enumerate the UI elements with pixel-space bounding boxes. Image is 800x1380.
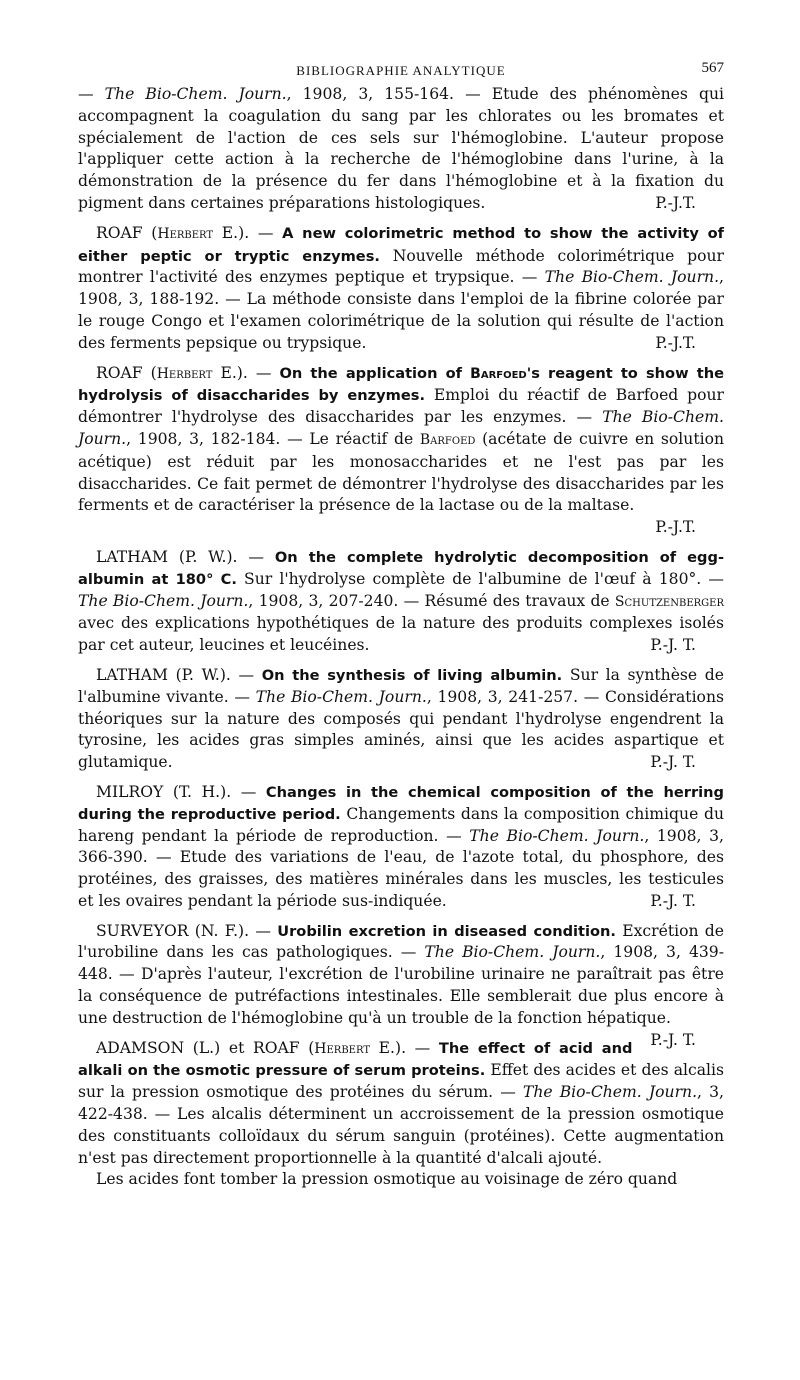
reviewer-initials: P.-J.T. bbox=[655, 518, 696, 537]
entry-text: Excrétion de l'urobiline dans les cas pathologiques. — bbox=[78, 921, 725, 962]
entry-title: On the synthesis of living albumin. bbox=[261, 666, 563, 684]
continuation-paragraph: Les acides font tomber la pression osmotique au voisinage de zéro quand bbox=[96, 1170, 678, 1189]
entry-author-end: E.). — bbox=[370, 1038, 439, 1057]
entry-author: ROAF ( bbox=[96, 363, 157, 382]
cited-author: Barfoed bbox=[419, 431, 476, 448]
entry-title-part: 's reagent to show the hydrolysis of disaccharides by enzymes. bbox=[78, 364, 724, 405]
entry-author: ADAMSON (L.) et ROAF ( bbox=[96, 1038, 315, 1057]
entry-text: avec des explications hypothétiques de la nature des produits complexes isolés par cet auteur, leucines et leucéines. bbox=[78, 614, 724, 655]
journal-name: The Bio-Chem. Journ. bbox=[424, 943, 601, 962]
entry-text: , 1908, 3, 155-164. — Etude des phénomènes qui accompagnent la coagulation du sang par les chlorates ou les bromates et spécialement de l'action de ces sels sur l'hémoglobine. L'auteur propose l'appliquer cette action à la recherche de l'hémoglobine dans l'urine, à la démonstration de la présence du fer dans l'hémoglobine et à la fixation du pigment dans certaines préparations histologiques. bbox=[78, 85, 724, 212]
entry-text: , 1908, 3, 439-448. — D'après l'auteur, l'excrétion de l'urobiline urinaire ne paraîtrait pas être la conséquence de putréfactions intestinales. Elle semblerait due plus encore à une destruction de l'hémoglobine qu'à un trouble de la fonction hépatique. bbox=[78, 943, 724, 1027]
bibliography-entry bbox=[78, 782, 724, 913]
reviewer-initials: P.-J. T. bbox=[650, 753, 696, 772]
page-number: 567 bbox=[701, 60, 724, 76]
reviewer-initials: P.-J. T. bbox=[650, 891, 696, 910]
entry-text: , 1908, 3, 207-240. — Résumé des travaux de bbox=[248, 591, 615, 610]
entry-title: A new colorimetric method to show the activity of either peptic or tryptic enzymes. bbox=[78, 224, 724, 265]
reviewer-initials: P.-J.T. bbox=[655, 333, 696, 352]
running-head: BIBLIOGRAPHIE ANALYTIQUE bbox=[296, 63, 506, 78]
journal-name: The Bio-Chem. Journ. bbox=[104, 85, 287, 103]
journal-name: The Bio-Chem. Journ. bbox=[78, 591, 249, 610]
entry-title-part: Barfoed bbox=[470, 365, 527, 382]
entry-title: Changes in the chemical composition of the herring during the reproductive period. bbox=[78, 783, 724, 823]
entry-author-end: E.). — bbox=[212, 363, 280, 382]
reviewer-initials: P.-J. T. bbox=[650, 1030, 696, 1049]
entry-text: Effet des acides et des alcalis sur la pression osmotique des protéines du sérum. — bbox=[78, 1061, 725, 1102]
entry-text: Nouvelle méthode colorimétrique pour montrer l'activité des enzymes peptique et trypsique. — bbox=[78, 246, 724, 287]
entry-text: Emploi du réactif de Barfoed pour démontrer l'hydrolyse des disaccharides par les enzymes. — bbox=[78, 386, 724, 427]
entry-text: , 1908, 3, 188-192. — La méthode consiste dans l'emploi de la fibrine colorée par le rouge Congo et l'examen colorimétrique de la solution qui résulte de l'action des ferments pepsique ou trypsique. bbox=[78, 268, 725, 352]
entry-author: SURVEYOR (N. F.). — bbox=[96, 921, 278, 940]
entry-author: ROAF ( bbox=[96, 223, 158, 242]
bibliography-entry bbox=[78, 665, 724, 774]
entry-author: MILROY (T. H.). — bbox=[96, 782, 266, 801]
entry-lead: — bbox=[78, 85, 105, 103]
entry-author-firstname: Herbert bbox=[157, 225, 214, 242]
journal-name: The Bio-Chem. Journ. bbox=[522, 1083, 698, 1102]
entry-title: Urobilin excretion in diseased condition. bbox=[277, 922, 616, 940]
entry-text: Sur la synthèse de l'albumine vivante. — bbox=[78, 665, 724, 706]
entry-text: Changements dans la composition chimique du hareng pendant la période de reproduction. — bbox=[78, 804, 724, 845]
entry-text: (acétate de cuivre en solution acétique) est réduit par les monosaccharides et ne l'est pas par les disaccharides. Ce fait permet de démontrer l'hydrolyse des disaccharides par les ferments et de caractériser la présence de la lactase ou de la maltase. bbox=[78, 429, 725, 515]
page-header bbox=[78, 58, 724, 80]
journal-name: The Bio-Chem. Journ. bbox=[544, 268, 720, 287]
entry-author: LATHAM (P. W.). — bbox=[96, 547, 275, 566]
entry-author-firstname: Herbert bbox=[156, 365, 213, 382]
entry-text: Sur l'hydrolyse complète de l'albumine de l'œuf à 180°. — bbox=[236, 569, 724, 588]
bibliography-entry bbox=[78, 84, 724, 215]
bibliography-entry bbox=[78, 1038, 724, 1170]
bibliography-entry bbox=[78, 547, 724, 657]
document-page bbox=[78, 58, 724, 1191]
entry-text: , 1908, 3, 241-257. — Considérations théoriques sur la nature des composés qui pendant l'hydrolyse engendrent la tyrosine, les acides gras simples aminés, ainsi que les acides aspartique et glutamique. bbox=[78, 687, 724, 772]
entry-text: , 3, 422-438. — Les alcalis déterminent un accroissement de la pression osmotique des constituants colloïdaux du sérum sanguin (protéines). Cette augmentation n'est pas directement proportionnelle à la quantité d'alcali ajouté. bbox=[78, 1083, 724, 1167]
journal-name: The Bio-Chem. Journ. bbox=[78, 408, 724, 448]
entry-author-end: E.). — bbox=[213, 223, 283, 242]
bibliography-entry bbox=[78, 223, 724, 355]
cited-author: Schutzenberger bbox=[614, 593, 724, 610]
reviewer-initials: P.-J.T. bbox=[655, 193, 696, 212]
entry-text: , 1908, 3, 366-390. — Etude des variations de l'eau, de l'azote total, du phosphore, des protéines, des graisses, des matières minérales dans les muscles, les testicules et les ovaires pendant la période sus-indiquée. bbox=[78, 826, 724, 910]
reviewer-initials: P.-J. T. bbox=[650, 636, 696, 655]
journal-name: The Bio-Chem. Journ. bbox=[469, 826, 645, 845]
bibliography-entry bbox=[78, 363, 724, 518]
entry-text: , 1908, 3, 182-184. — Le réactif de bbox=[126, 429, 420, 448]
entry-title: The effect of acid and alkali on the osmotic pressure of serum proteins. bbox=[78, 1039, 633, 1080]
entry-author-firstname: Herbert bbox=[314, 1040, 371, 1057]
journal-name: The Bio-Chem. Journ. bbox=[255, 687, 427, 706]
entry-title-part: On the application of bbox=[279, 364, 471, 382]
entry-author: LATHAM (P. W.). — bbox=[96, 665, 262, 684]
entry-title: On the complete hydrolytic decomposition of egg-albumin at 180° C. bbox=[78, 548, 724, 588]
